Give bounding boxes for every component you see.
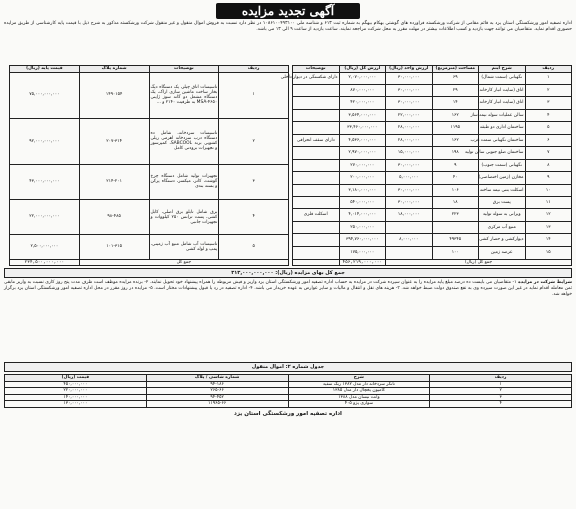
table1-row bbox=[293, 159, 572, 171]
table1-cell: ۱۹۸ bbox=[432, 147, 479, 159]
table1-cell: ۴,۰۱۴,۰۰۰,۰۰۰ bbox=[339, 209, 386, 221]
table1-header-5: توضیحات bbox=[293, 66, 340, 73]
equipment-table bbox=[9, 65, 289, 266]
table1-cell: ۲۰۰,۰۰۰,۰۰۰ bbox=[339, 172, 386, 184]
table1-cell: ۱۰ bbox=[525, 184, 572, 196]
table1-cell: ۳,۵۶۴,۰۰۰,۰۰۰ bbox=[339, 109, 386, 121]
table1-total: ۴۵۶,۲۱۹,۰۰۰,۰۰۰ bbox=[339, 259, 386, 266]
table1-cell: ۱ bbox=[525, 72, 572, 84]
movables-cell: ۱ bbox=[430, 381, 572, 388]
table1-cell bbox=[293, 159, 340, 171]
table1-cell bbox=[293, 97, 340, 109]
table2-row bbox=[10, 72, 289, 118]
table1-cell: ۱۱ bbox=[525, 197, 572, 209]
table1-row bbox=[293, 147, 572, 159]
table1-cell: عرصه زمین bbox=[479, 246, 526, 259]
table1-cell: ۲۵۰,۰۰۰,۰۰۰ bbox=[339, 221, 386, 233]
movables-cell: ۹۴-۱۸۶ bbox=[146, 381, 288, 388]
conditions-title: شرایط شرکت در مزایده bbox=[518, 280, 573, 285]
table1-cell: ۶ bbox=[525, 134, 572, 146]
table1-cell: ۱۰۰ bbox=[432, 246, 479, 259]
table2-cell: ۵ bbox=[219, 235, 289, 259]
movables-header-1: شرح bbox=[288, 375, 430, 382]
table1-row bbox=[293, 197, 572, 209]
table2-cell: ۷۵,۰۰۰,۰۰۰,۰۰۰ bbox=[10, 72, 80, 118]
table1-cell: ۴۲۰,۰۰۰,۰۰۰ bbox=[339, 97, 386, 109]
table1-cell: اتاق (سایت انبار کارخانه) bbox=[479, 97, 526, 109]
table1-row bbox=[293, 246, 572, 259]
table1-cell: نگهبانی (سمت شمال) bbox=[479, 72, 526, 84]
table1-cell: مخازن (زمین اختصاصی) bbox=[479, 172, 526, 184]
table2-cell: ۹۲,۰۰۰,۰۰۰,۰۰۰ bbox=[10, 118, 80, 164]
table1-cell: ۲ bbox=[525, 84, 572, 96]
table1-row bbox=[293, 234, 572, 246]
table1-cell: ۵ bbox=[525, 122, 572, 134]
table1-row bbox=[293, 97, 572, 109]
signature: اداره تصفیه امور ورشکستگی استان یزد bbox=[234, 410, 342, 417]
table2-row bbox=[10, 235, 289, 259]
table1-cell: ۲,۰۷۰,۰۰۰,۰۰۰ bbox=[339, 72, 386, 84]
table2-row bbox=[10, 200, 289, 235]
title-bar bbox=[4, 3, 572, 19]
table1-cell: ۵,۰۰۰,۰۰۰ bbox=[386, 172, 433, 184]
table1-cell bbox=[293, 221, 340, 233]
table2-cell: ۲۰۷-۳۱۴ bbox=[79, 118, 149, 164]
table1-cell: ۱۴ bbox=[432, 97, 479, 109]
table1-cell: ۴,۵۳۶,۰۰۰,۰۰۰ bbox=[339, 134, 386, 146]
table1-cell: ۳۰,۰۰۰,۰۰۰ bbox=[386, 72, 433, 84]
table2-cell: تاسیسات آب شامل منبع آب زمینی، پمپ و لوله کشی bbox=[149, 235, 219, 259]
movables-row bbox=[5, 401, 572, 408]
table1-row bbox=[293, 72, 572, 84]
table1-cell: ۱۸ bbox=[432, 197, 479, 209]
table1-cell: ۲۸,۰۰۰,۰۰۰ bbox=[386, 122, 433, 134]
table1-cell: دیوارکشی و حصار کشی bbox=[479, 234, 526, 246]
table2-row bbox=[10, 164, 289, 199]
table2-header-0: ردیف bbox=[219, 66, 289, 73]
movables-cell: ۳ bbox=[430, 394, 572, 401]
table2-cell: برق شامل تابلو برق اصلی، کابل کشی، پست ترانس ۲۵۰ کیلووات و تجهیزات جانبی bbox=[149, 200, 219, 235]
tables-row bbox=[4, 65, 572, 266]
table1-row bbox=[293, 184, 572, 196]
table1-cell: پست برق bbox=[479, 197, 526, 209]
table1-cell bbox=[293, 84, 340, 96]
table1-cell: ۶۹ bbox=[432, 72, 479, 84]
table1-cell: اسکلت بتنی نیمه ساخته bbox=[479, 184, 526, 196]
table2-cell: تجهیزات تولید شامل دستگاه چرخ گوشت، کاتر، میکسر، دستگاه پرکن و بسته بندی bbox=[149, 164, 219, 199]
table1-cell: ۳۰,۰۰۰,۰۰۰ bbox=[386, 184, 433, 196]
table1-row bbox=[293, 134, 572, 146]
table1-cell: سالن عملیات سوله نیمه ساز bbox=[479, 109, 526, 121]
table1-cell: ۳۰,۰۰۰,۰۰۰ bbox=[386, 97, 433, 109]
table1-cell: ۳۰,۰۰۰,۰۰۰ bbox=[386, 84, 433, 96]
table1-cell: ۳,۱۸۰,۰۰۰,۰۰۰ bbox=[339, 184, 386, 196]
table1-header-4: ارزش کل (ریال) bbox=[339, 66, 386, 73]
table1-cell: ۸,۰۰۰,۰۰۰ bbox=[386, 234, 433, 246]
table1-cell: ۱۵,۰۰۰,۰۰۰ bbox=[386, 147, 433, 159]
table1-cell: اتاق (سایت انبار کارخانه) bbox=[479, 84, 526, 96]
movables-header-2: شماره شاسی / پلاک bbox=[146, 375, 288, 382]
table1-header-3: ارزش واحد (ریال) bbox=[386, 66, 433, 73]
conditions-section bbox=[4, 280, 572, 360]
table1-cell: ۲۲۳ bbox=[432, 209, 479, 221]
table1-cell bbox=[386, 221, 433, 233]
table1-cell: ۴۹۳۴۵ bbox=[432, 234, 479, 246]
table2-cell: ۱۴۹۰۱۵۴ bbox=[79, 72, 149, 118]
table2-cell: تاسیسات اتاق چیلر، یک دستگاه دیگ بخار ساخت ماشین سازی اراک، یک دستگاه مشعل دو گانه سوز ژاپنی MSA-۴۶۵۰ به ظرفیت ۲۱۴۰ و ... bbox=[149, 72, 219, 118]
table1-cell: ۲۷۰,۰۰۰,۰۰۰ bbox=[339, 159, 386, 171]
table1-cell: منبع آب مرکزی bbox=[479, 221, 526, 233]
table1-cell: ۱۲ bbox=[525, 209, 572, 221]
table2-header-3: قیمت پایه (ریال) bbox=[10, 66, 80, 73]
table1-cell: نگهبانی (سمت جنوب) bbox=[479, 159, 526, 171]
total-strip: جمع کل بهای مزایده (ریال): ۳۱۳,۰۰۰,۰۰۰,۰۰۰ bbox=[4, 268, 572, 278]
bottom-section bbox=[4, 374, 572, 408]
table1-cell: ۴ bbox=[525, 109, 572, 121]
movables-table bbox=[4, 374, 572, 408]
table1-cell bbox=[386, 246, 433, 259]
table1-row bbox=[293, 172, 572, 184]
table1-cell: ۸ bbox=[525, 159, 572, 171]
table1-cell bbox=[293, 184, 340, 196]
table2-cell: تاسیسات سردخانه، شامل ده دستگاه درب سردخانه اهرمی ریلی کشویی برند SABCOOL، کمپرسور و تجهیزات برودتی کامل bbox=[149, 118, 219, 164]
table1-cell: ۹ bbox=[432, 159, 479, 171]
table1-cell: ۵۴۰,۰۰۰,۰۰۰ bbox=[339, 197, 386, 209]
table1-cell: ۱۱۹۵ bbox=[432, 122, 479, 134]
movables-header-3: قیمت (ریال) bbox=[5, 375, 147, 382]
movables-cell: ۹۴-۴۵۲ bbox=[146, 394, 288, 401]
table1-cell: ساختمان اداری دو طبقه bbox=[479, 122, 526, 134]
movables-cell: ۱۴۰,۰۰۰,۰۰۰ bbox=[5, 394, 147, 401]
table2-total: ۲۳۴,۵۰۰,۰۰۰,۰۰۰ bbox=[10, 259, 80, 266]
table1-row bbox=[293, 209, 572, 221]
table1-cell: ۱۸,۰۰۰,۰۰۰ bbox=[386, 209, 433, 221]
movables-cell: وانت نیسان مدل ۱۳۸۸ bbox=[288, 394, 430, 401]
page-title: آگهی تجدید مزایده bbox=[216, 3, 360, 19]
table1-cell: ۸۷۰,۰۰۰,۰۰۰ bbox=[339, 84, 386, 96]
table1-cell: ۳۰,۰۰۰,۰۰۰ bbox=[386, 197, 433, 209]
table1-cell: ۱۶۲ bbox=[432, 109, 479, 121]
table2-cell: ۳ bbox=[219, 164, 289, 199]
table1-cell: ۲۲,۰۰۰,۰۰۰ bbox=[386, 109, 433, 121]
table1-cell: ویرانی به سوله تولید bbox=[479, 209, 526, 221]
table1-cell: ۱۰۶ bbox=[432, 184, 479, 196]
table1-row bbox=[293, 122, 572, 134]
table1-cell: ۱۵ bbox=[525, 246, 572, 259]
table1-header-2: مساحت (مترمربع) bbox=[432, 66, 479, 73]
table1-cell: ۷ bbox=[525, 147, 572, 159]
table1-row bbox=[293, 109, 572, 121]
table1-cell: ۲,۹۷۰,۰۰۰,۰۰۰ bbox=[339, 147, 386, 159]
table2-header-1: توضیحات bbox=[149, 66, 219, 73]
table1-cell: ۲۸,۰۰۰,۰۰۰ bbox=[386, 134, 433, 146]
movables-header-0: ردیف bbox=[430, 375, 572, 382]
intro-paragraph: اداره تصفیه امور ورشکستگی استان یزد به قائم مقامی از شرکت ورشکسته فراورده های گوشتی بهکام بیهگم به شماره ثبت ۶۱۳ و شناسه ملی ۱۰۸۶۱۰۰۴۹۳۱۰۰ در نظر دارد نسبت به فروش اموال منقول و غیر منقول شرکت ورشکسته مذکور به شرح ذیل با قیمت پایه کارشناسی از طریق مزایده حضوری اقدام نماید. متقاضیان می توانند جهت بازدید و کسب اطلاعات بیشتر در مهلت مقرر به محل شرکت مراجعه نمایند. ساعت بازدید از ساعت ۹ الی ۱۳ می باشد. bbox=[4, 21, 572, 33]
table1-cell: ۳۰,۰۰۰,۰۰۰ bbox=[386, 159, 433, 171]
table1-cell bbox=[293, 122, 340, 134]
table2-header-2: شماره پلاک bbox=[79, 66, 149, 73]
table1-total-label: جمع کل (ریال) bbox=[386, 259, 572, 266]
table1-cell bbox=[432, 221, 479, 233]
table1-cell bbox=[293, 147, 340, 159]
movables-strip: جدول شماره ۲: اموال منقول bbox=[4, 362, 572, 372]
table2-row bbox=[10, 118, 289, 164]
real-estate-table bbox=[280, 65, 572, 266]
table1-cell: ۲۹ bbox=[432, 84, 479, 96]
table1-cell: ۱۶۲ bbox=[432, 134, 479, 146]
movables-cell: ۲۲۰,۰۰۰,۰۰۰ bbox=[5, 388, 147, 395]
table2-cell: ۲۲,۰۰۰,۰۰۰,۰۰۰ bbox=[10, 200, 80, 235]
table1-cell: دارای شکستگی در دیوار داخلی bbox=[293, 72, 340, 84]
movables-cell: تانکر سردخانه دار مدل ۱۳۸۲ رنگ سفید bbox=[288, 381, 430, 388]
table1-cell: ساختمان ضلع جنوبی سالن تولید bbox=[479, 147, 526, 159]
table1-cell: ۳۹۴,۷۶۰,۰۰۰,۰۰۰ bbox=[339, 234, 386, 246]
table2-cell: ۱ bbox=[219, 72, 289, 118]
table2-cell: ۲ bbox=[219, 118, 289, 164]
conditions-text: ۱- متقاضیان می بایست ده درصد مبلغ پایه مزایده را به عنوان سپرده شرکت در مزایده به حساب اداره تصفیه امور ورشکستگی استان یزد واریز و فیش مربوطه را همراه پیشنهاد خود تحویل نمایند. ۲- برنده مزایده موظف است ظرف مدت پنج روز کاری نسبت به واریز مابقی ثمن معامله اقدام نماید در غیر این صورت سپرده وی به نفع صندوق دولت ضبط خواهد شد. ۳- هزینه های نقل و انتقال و مالیات و سایر عوارض به عهده خریدار می باشد. ۴- اداره تصفیه در رد یا قبول پیشنهادات مختار است. ۵- مزایده در روز مقرر در محل اداره تصفیه امور ورشکستگی استان یزد برگزار خواهد شد. bbox=[4, 280, 572, 297]
movables-cell: سواری پژو ۴۰۵ bbox=[288, 401, 430, 408]
table1-cell bbox=[293, 246, 340, 259]
table1-cell bbox=[293, 172, 340, 184]
movables-cell: ۴۵۰,۰۰۰,۰۰۰ bbox=[5, 381, 147, 388]
movables-cell: کامیون یخچال دار مدل ۱۳۸۵ bbox=[288, 388, 430, 395]
table2-cell: ۴ bbox=[219, 200, 289, 235]
table1-header-0: ردیف bbox=[525, 66, 572, 73]
table1-cell: ۴۰ bbox=[432, 172, 479, 184]
table2-cell: ۲۱۴-۲۰۱ bbox=[79, 164, 149, 199]
movables-cell: ۲۶۵-۶۶ bbox=[146, 388, 288, 395]
table1-cell: ۱۷۵,۰۰۰,۰۰۰ bbox=[339, 246, 386, 259]
table1-cell: ۳۳,۴۶۰,۰۰۰,۰۰۰ bbox=[339, 122, 386, 134]
table1-cell: ساختمان نگهبانی سمت غرب bbox=[479, 134, 526, 146]
movables-cell: ۴ bbox=[430, 401, 572, 408]
table1-cell bbox=[293, 197, 340, 209]
table1-cell: اسکلت فلزی bbox=[293, 209, 340, 221]
table1-cell bbox=[293, 234, 340, 246]
movables-cell: ۱۳۰,۰۰۰,۰۰۰ bbox=[5, 401, 147, 408]
table1-cell: ۱۳ bbox=[525, 221, 572, 233]
table2-cell: ۹۸-۴۸۵ bbox=[79, 200, 149, 235]
table2-cell: ۲,۵۰۰,۰۰۰,۰۰۰ bbox=[10, 235, 80, 259]
table1-row bbox=[293, 221, 572, 233]
table2-cell: ۴۳,۰۰۰,۰۰۰,۰۰۰ bbox=[10, 164, 80, 199]
table1-row bbox=[293, 84, 572, 96]
table2-total-label: جمع کل bbox=[79, 259, 288, 266]
table1-cell: ۹ bbox=[525, 172, 572, 184]
table1-header-1: شرح آیتم bbox=[479, 66, 526, 73]
table1-cell: دارای سقف انحرافی bbox=[293, 134, 340, 146]
table1-cell: ۳ bbox=[525, 97, 572, 109]
movables-cell: ۱۱۹۶۵-۶۶ bbox=[146, 401, 288, 408]
table1-cell bbox=[293, 109, 340, 121]
table1-cell: ۱۴ bbox=[525, 234, 572, 246]
table2-cell: ۱۰۱-۳۱۵ bbox=[79, 235, 149, 259]
movables-cell: ۲ bbox=[430, 388, 572, 395]
